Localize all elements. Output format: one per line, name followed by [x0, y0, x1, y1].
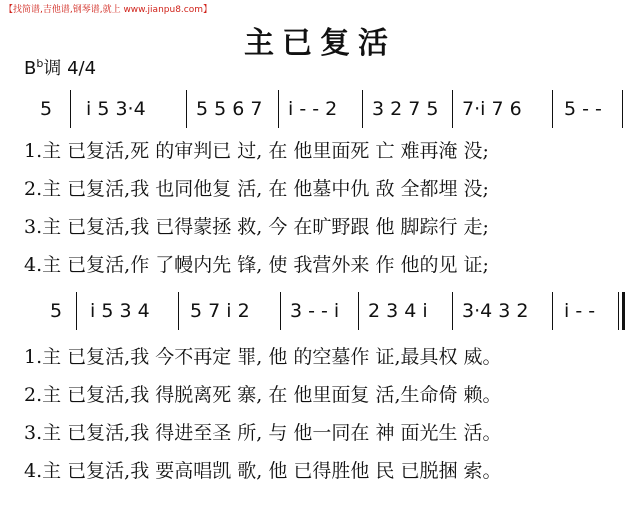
final-barline-thin — [618, 292, 619, 330]
barline — [278, 90, 279, 128]
verse-line: 2.主 已复活,我 得脱离死 寨, 在 他里面复 活,生命倚 赖。 — [24, 384, 502, 406]
measure-5: 3·4 3 2 — [462, 300, 529, 322]
site-watermark: 【找简谱,吉他谱,钢琴谱,就上 www.jianpu8.com】 — [4, 5, 213, 15]
pickup-note: 5 — [40, 98, 53, 120]
verse-line: 3.主 已复活,我 已得蒙拯 救, 今 在旷野跟 他 脚踪行 走; — [24, 216, 489, 238]
key-accidental: b — [36, 57, 44, 70]
measure-5: 7·i 7 6 — [462, 98, 522, 120]
barline — [622, 90, 623, 128]
notation-line-2 — [0, 292, 640, 330]
barline — [552, 292, 553, 330]
measure-6: 5 - - — [564, 98, 602, 120]
verse-line: 2.主 已复活,我 也同他复 活, 在 他墓中仇 敌 全都埋 没; — [24, 178, 489, 200]
verse-line: 4.主 已复活,我 要高唱凯 歌, 他 已得胜他 民 已脱捆 索。 — [24, 460, 502, 482]
key-rest: 调 4/4 — [43, 58, 97, 79]
measure-4: 3 2 7 5 — [372, 98, 439, 120]
measure-6: i - - — [564, 300, 596, 322]
measure-1: i 5 3 4 — [90, 300, 150, 322]
song-title: 主已复活 — [244, 26, 396, 61]
measure-3: i - - 2 — [288, 98, 338, 120]
verse-line: 4.主 已复活,作 了幔内先 锋, 使 我营外来 作 他的见 证; — [24, 254, 489, 276]
barline — [452, 90, 453, 128]
barline — [452, 292, 453, 330]
notation-line-1 — [0, 90, 640, 128]
key-base: B — [24, 58, 37, 79]
verse-line: 1.主 已复活,我 今不再定 罪, 他 的空墓作 证,最具权 威。 — [24, 346, 502, 368]
measure-3: 3 - - i — [290, 300, 340, 322]
barline — [362, 90, 363, 128]
measure-1: i 5 3·4 — [86, 98, 146, 120]
verse-line: 1.主 已复活,死 的审判已 过, 在 他里面死 亡 难再淹 没; — [24, 140, 489, 162]
key-signature — [24, 54, 96, 80]
barline — [70, 90, 71, 128]
final-barline-heavy — [622, 292, 625, 330]
barline — [358, 292, 359, 330]
verse-line: 3.主 已复活,我 得进至圣 所, 与 他一同在 神 面光生 活。 — [24, 422, 502, 444]
measure-4: 2 3 4 i — [368, 300, 428, 322]
barline — [178, 292, 179, 330]
measure-2: 5 7 i 2 — [190, 300, 250, 322]
barline — [280, 292, 281, 330]
barline — [76, 292, 77, 330]
measure-2: 5 5 6 7 — [196, 98, 263, 120]
barline — [186, 90, 187, 128]
pickup-note: 5 — [50, 300, 63, 322]
barline — [552, 90, 553, 128]
